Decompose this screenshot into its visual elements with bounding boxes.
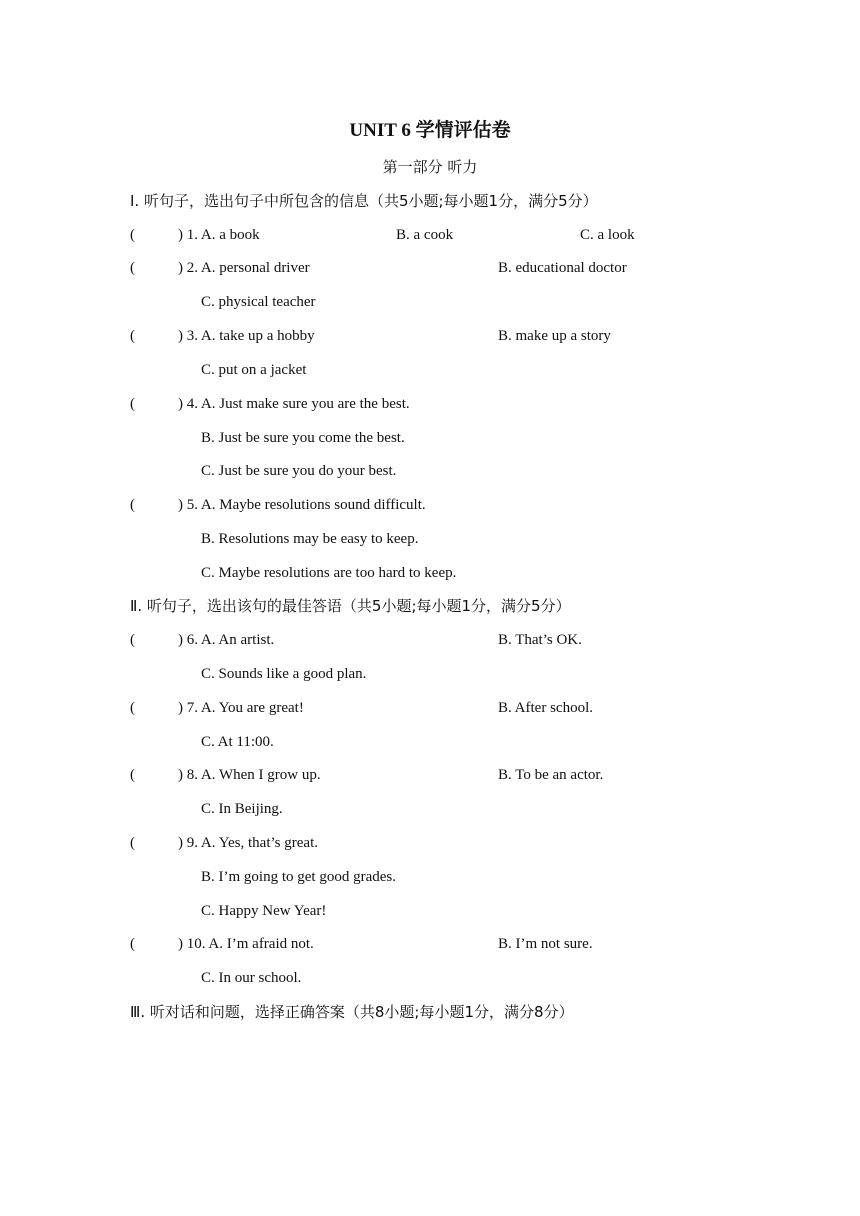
q8-option-c: C. In Beijing. — [201, 801, 283, 817]
q8-option-b: B. To be an actor. — [498, 767, 604, 783]
answer-blank[interactable]: ( — [130, 835, 135, 851]
answer-blank[interactable]: ( — [130, 700, 135, 716]
q2-option-a: ) 2. A. personal driver — [178, 260, 310, 276]
answer-blank[interactable]: ( — [130, 227, 135, 243]
q5-option-c: C. Maybe resolutions are too hard to keep. — [201, 565, 457, 581]
q10-option-c: C. In our school. — [201, 970, 302, 986]
q9-option-c: C. Happy New Year! — [201, 903, 327, 919]
q1-option-b: B. a cook — [396, 227, 454, 243]
answer-blank[interactable]: ( — [130, 260, 135, 276]
q7-option-c: C. At 11:00. — [201, 734, 274, 750]
answer-blank[interactable]: ( — [130, 632, 135, 648]
q5-option-b: B. Resolutions may be easy to keep. — [201, 531, 419, 547]
q10-option-b: B. I’m not sure. — [498, 936, 593, 952]
q6-option-c: C. Sounds like a good plan. — [201, 666, 367, 682]
answer-blank[interactable]: ( — [130, 497, 135, 513]
answer-blank[interactable]: ( — [130, 396, 135, 412]
part-heading: 第一部分 听力 — [382, 158, 478, 176]
q1-option-a: ) 1. A. a book — [178, 227, 260, 243]
q9-option-b: B. I’m going to get good grades. — [201, 869, 396, 885]
q6-option-a: ) 6. A. An artist. — [178, 632, 275, 648]
q5-option-a: ) 5. A. Maybe resolutions sound difficult. — [178, 497, 426, 513]
q4-option-c: C. Just be sure you do your best. — [201, 463, 397, 479]
q7-option-b: B. After school. — [498, 700, 593, 716]
q10-option-a: ) 10. A. I’m afraid not. — [178, 936, 314, 952]
q6-option-b: B. That’s OK. — [498, 632, 582, 648]
q3-option-b: B. make up a story — [498, 328, 611, 344]
answer-blank[interactable]: ( — [130, 936, 135, 952]
q1-option-c: C. a look — [580, 227, 635, 243]
q4-option-b: B. Just be sure you come the best. — [201, 430, 405, 446]
q3-option-c: C. put on a jacket — [201, 362, 307, 378]
answer-blank[interactable]: ( — [130, 767, 135, 783]
section-3-heading: Ⅲ. 听对话和问题，选择正确答案（共8小题;每小题1分，满分8分） — [130, 1003, 574, 1021]
q4-option-a: ) 4. A. Just make sure you are the best. — [178, 396, 410, 412]
q2-option-b: B. educational doctor — [498, 260, 627, 276]
section-2-heading: Ⅱ. 听句子，选出该句的最佳答语（共5小题;每小题1分，满分5分） — [130, 597, 571, 615]
answer-blank[interactable]: ( — [130, 328, 135, 344]
section-1-heading: Ⅰ. 听句子，选出句子中所包含的信息（共5小题;每小题1分，满分5分） — [130, 192, 598, 210]
q3-option-a: ) 3. A. take up a hobby — [178, 328, 315, 344]
q2-option-c: C. physical teacher — [201, 294, 316, 310]
q9-option-a: ) 9. A. Yes, that’s great. — [178, 835, 318, 851]
q8-option-a: ) 8. A. When I grow up. — [178, 767, 321, 783]
q7-option-a: ) 7. A. You are great! — [178, 700, 304, 716]
page-title: UNIT 6 学情评估卷 — [349, 120, 511, 141]
